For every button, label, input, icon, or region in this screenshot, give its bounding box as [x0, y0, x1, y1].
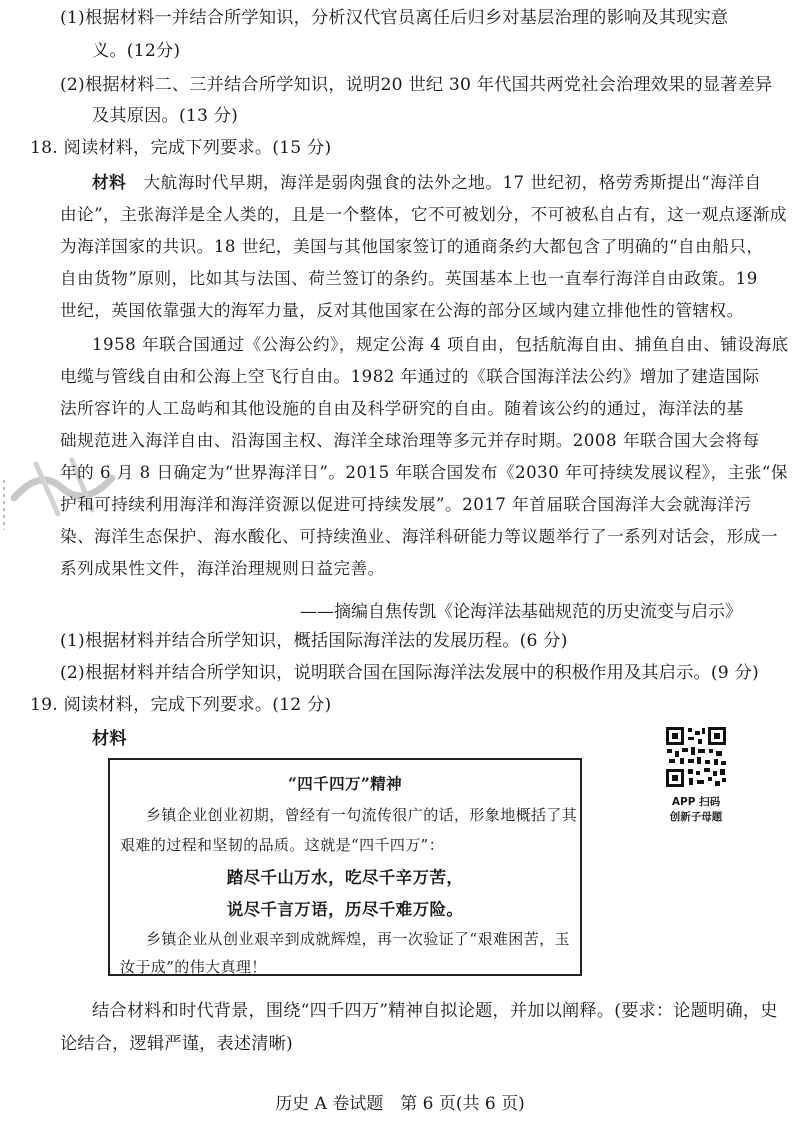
q19-task-line1: 结合材料和时代背景，围绕“四千四万”精神自拟论题，并加以阐释。(要求：论题明确，史: [92, 1001, 778, 1021]
q18-sub1: (1)根据材料并结合所学知识，概括国际海洋法的发展历程。(6 分): [60, 631, 568, 651]
q18-para2-line4: 础规范进入海洋自由、沿海国主权、海洋全球治理等多元并存时期。2008 年联合国大会将每: [60, 431, 760, 450]
q18-heading: 18. 阅读材料，完成下列要求。(15 分): [30, 138, 332, 158]
q18-para2-line2: 电缆与管线自由和公海上空飞行自由。1982 年通过的《联合国海洋法公约》增加了建造国际: [60, 367, 760, 386]
q18-source-citation: ——摘编自焦传凯《论海洋法基础规范的历史流变与启示》: [300, 602, 742, 622]
q18-sub2: (2)根据材料并结合所学知识，说明联合国在国际海洋法发展中的积极作用及其启示。(9 分): [60, 663, 759, 683]
stamp-watermark: [0, 440, 150, 530]
q18-para2-line1: 1958 年联合国通过《公海公约》，规定公海 4 项自由，包括航海自由、捕鱼自由、铺设海底: [92, 335, 789, 354]
qr-block[interactable]: [638, 725, 754, 825]
box-line3: 乡镇企业从创业艰辛到成就辉煌，再一次验证了“艰难困苦，玉: [146, 930, 570, 948]
q17-sub1-line2: 义。(12分): [92, 41, 181, 61]
box-line1: 乡镇企业创业初期，曾经有一句流传很广的话，形象地概括了其: [146, 806, 578, 824]
q19-material-box: [108, 758, 582, 976]
q18-para1-line2: 由论”，主张海洋是全人类的，且是一个整体，它不可被划分，不可被私自占有，这一观点逐渐成: [60, 205, 787, 224]
qr-caption-line2: 创新子母题: [669, 811, 723, 824]
q18-para1-text: 大航海时代早期，海洋是弱肉强食的法外之地。17 世纪初，格劳秀斯提出“海洋自: [143, 173, 762, 192]
q19-material-label: 材料: [92, 729, 127, 749]
box-bold-line2: 说尽千言万语，历尽千难万险。: [226, 900, 464, 919]
page-footer: 历史 A 卷试题 第 6 页(共 6 页): [275, 1094, 525, 1114]
q18-para1-line1: [92, 172, 762, 194]
q17-sub1-line1: (1)根据材料一并结合所学知识，分析汉代官员离任后归乡对基层治理的影响及其现实意: [60, 8, 729, 28]
box-title: “四千四万”精神: [287, 774, 403, 793]
q19-heading: 19. 阅读材料，完成下列要求。(12 分): [30, 695, 332, 715]
q18-material-label: 材料: [92, 172, 127, 192]
q18-para1-line5: 世纪，英国依靠强大的海军力量，反对其他国家在公海的部分区域内建立排他性的管辖权。: [60, 301, 744, 320]
q18-para2-line6: 护和可持续利用海洋和海洋资源以促进可持续发展”。2017 年首届联合国海洋大会就海洋污: [60, 495, 752, 514]
qr-caption-line1: APP 扫码: [671, 796, 721, 808]
box-bold-line1: 踏尽千山万水，吃尽千辛万苦，: [226, 868, 464, 887]
q17-sub2-line2: 及其原因。(13 分): [92, 106, 239, 126]
box-line2: 艰难的过程和坚韧的品质。这就是“四千四万”：: [120, 836, 445, 854]
q19-task-line2: 论结合，逻辑严谨，表述清晰): [60, 1034, 293, 1054]
q18-para2-line8: 系列成果性文件，海洋治理规则日益完善。: [60, 559, 385, 578]
q18-para1-line3: 为海洋国家的共识。18 世纪，美国与其他国家签订的通商条约大都包含了明确的“自由船只，: [60, 237, 764, 256]
q18-para2-line3: 法所容许的人工岛屿和其他设施的自由及科学研究的自由。随着该公约的通过，海洋法的基: [60, 399, 744, 418]
q18-para2-line7: 染、海洋生态保护、海水酸化、可持续渔业、海洋科研能力等议题举行了一系列对话会，形成一: [60, 527, 778, 546]
q17-sub2-line1: (2)根据材料二、三并结合所学知识，说明20 世纪 30 年代国共两党社会治理效果的显著差异: [60, 75, 773, 95]
box-line4: 汝于成”的伟大真理！: [120, 958, 267, 976]
qr-code-icon[interactable]: [664, 725, 728, 789]
q18-para2-line5: 年的 6 月 8 日确定为“世界海洋日”。2015 年联合国发布《2030 年可持续发展议程》，主张“保: [60, 463, 788, 482]
q18-para1-line4: 自由货物”原则，比如其与法国、荷兰签订的条约。英国基本上也一直奉行海洋自由政策。19: [60, 269, 758, 288]
